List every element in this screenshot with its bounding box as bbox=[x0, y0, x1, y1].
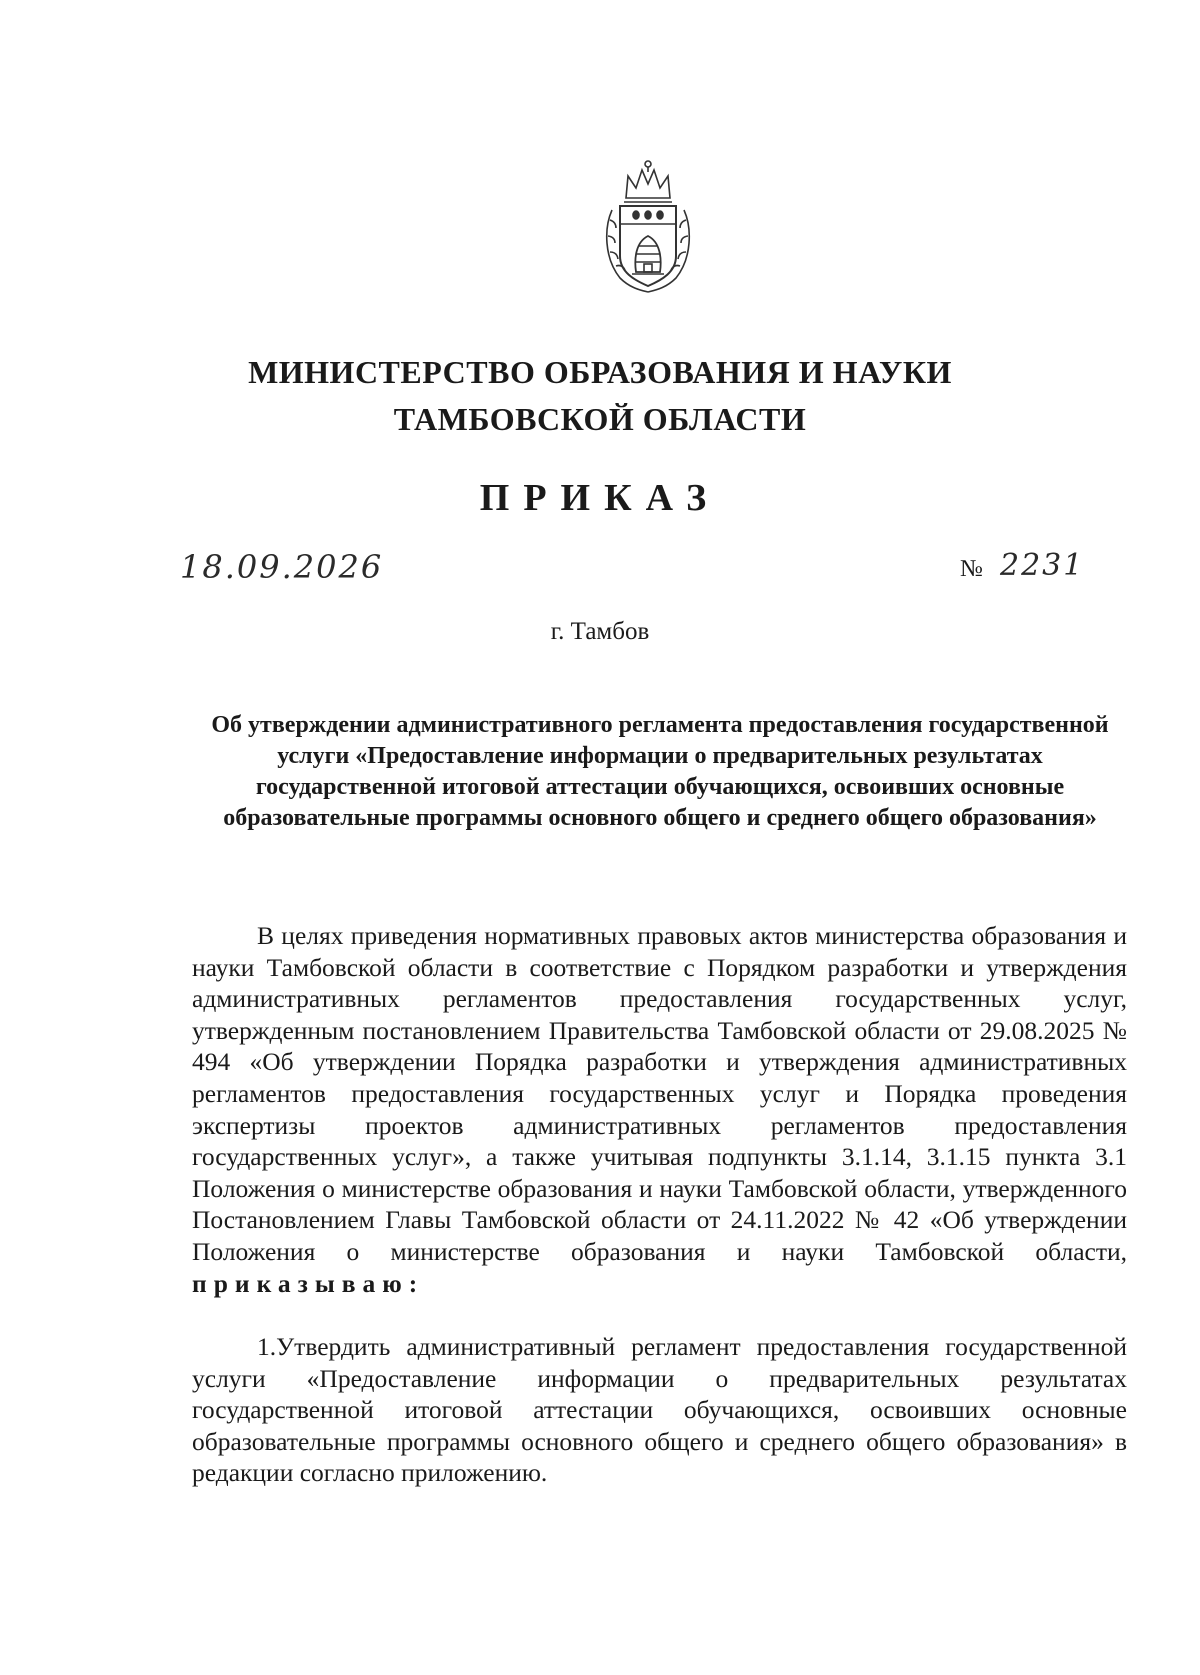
order-number: 2231 bbox=[1000, 548, 1085, 583]
city-line: г. Тамбов bbox=[550, 618, 650, 645]
body-paragraph-2: 1.Утвердить административный регламент предоставления государственной услуги «Предоставление информации о предварительных результатах государственной итоговой аттестации обучающихся, освоивших основные образовательные программы основного общего и среднего общего образования» в редакции согласно приложению. bbox=[192, 1332, 1127, 1488]
document-type-title: ПРИКАЗ bbox=[479, 477, 721, 519]
paragraph-1-text: В целях приведения нормативных правовых актов министерства образования и науки Тамбовской области в соответствие с Порядком разработки и утверждения административных регламентов предоставления государственных услуг, утвержденным постановлением Правительства Тамбовской области от 29.08.2025 № 494 «Об утверждении Порядка разработки и утверждения административных регламентов предоставления государственных услуг и Порядка проведения экспертизы проектов административных регламентов предоставления государственных услуг», а также учитывая подпункты 3.1.14, 3.1.15 пункта 3.1 Положения о министерстве образования и науки Тамбовской области, утвержденного Постановлением Главы Тамбовской области от 24.11.2022 № 42 «Об утверждении Положения о министерстве образования и науки Тамбовской области, bbox=[192, 921, 1127, 1266]
organization-name-line1: МИНИСТЕРСТВО ОБРАЗОВАНИЯ И НАУКИ bbox=[248, 354, 952, 390]
order-directive-word: приказываю: bbox=[192, 1268, 425, 1298]
body-paragraph-1 bbox=[192, 920, 1127, 1299]
organization-name-line2: ТАМБОВСКОЙ ОБЛАСТИ bbox=[393, 401, 807, 437]
order-number-prefix: № bbox=[960, 556, 983, 582]
tambov-coat-of-arms-icon bbox=[598, 158, 698, 296]
order-date: 18.09.2026 bbox=[180, 548, 384, 586]
order-subject-title: Об утверждении административного регламента предоставления государственной услуги «Предоставление информации о предварительных результатах государственной итоговой аттестации обучающихся, освоивших основные образовательные программы основного общего и среднего общего образования» bbox=[211, 712, 1109, 831]
